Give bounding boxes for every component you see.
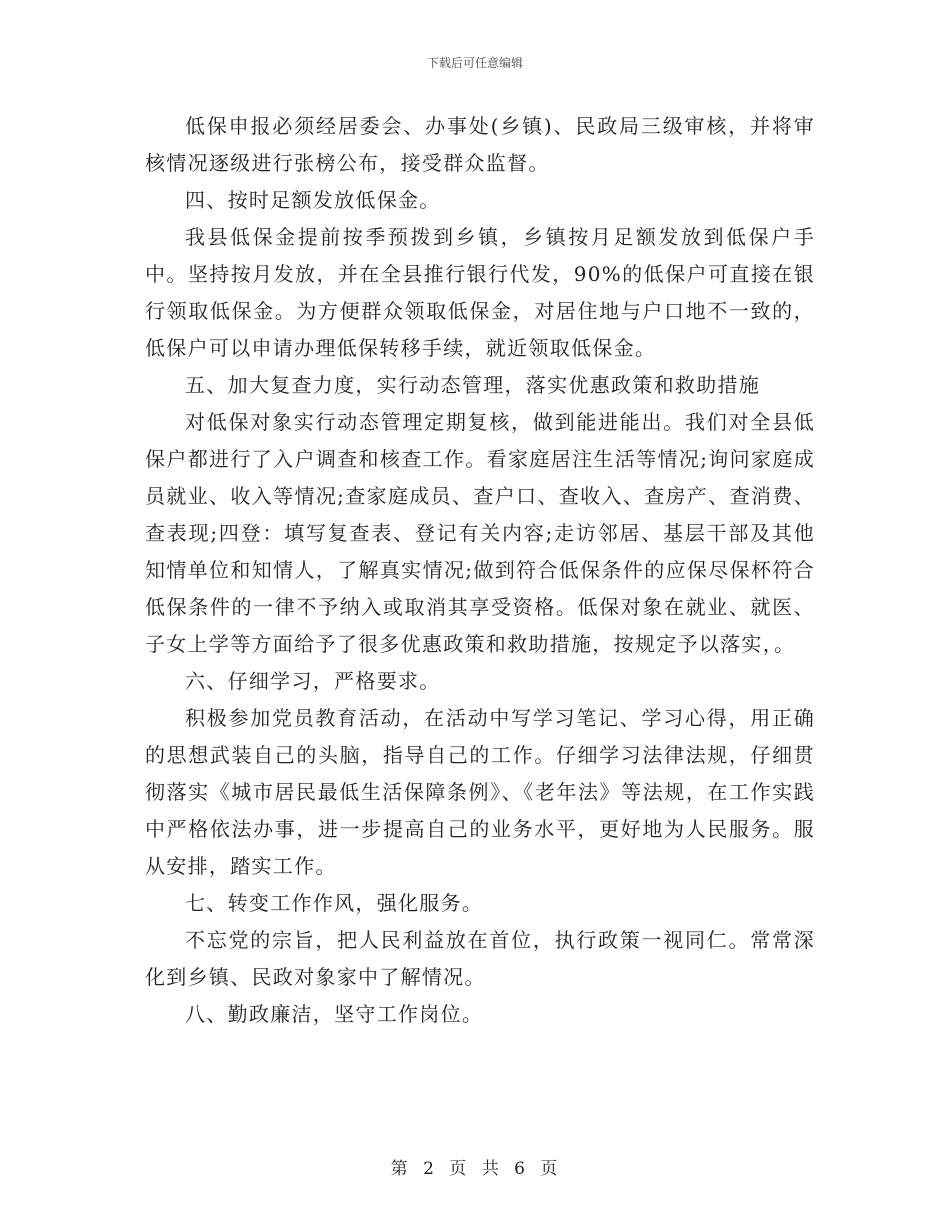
paragraph-service: 不忘党的宗旨，把人民利益放在首位，执行政策一视同仁。常常深化到乡镇、民政对象家中了解情况。 <box>145 928 815 989</box>
page-header-note: 下载后可任意编辑 <box>426 56 523 70</box>
paragraph-dynamic-management: 对低保对象实行动态管理定期复核，做到能进能出。我们对全县低保户都进行了入户调查和核查工作。看家庭居注生活等情况;询问家庭成员就业、收入等情况;查家庭成员、查户口、查收入、查房产、查消费、查表现;四登：填写复查表、登记有关内容;走访邻居、基层干部及其他知情单位和知情人，了解真实情况;做到符合低保条件的应保尽保杯符合低保条件的一律不予纳入或取消其享受资格。低保对象在就业、就医、子女上学等方面给予了很多优惠政策和救助措施，按规定予以落实，。 <box>145 410 815 656</box>
paragraph-review-process: 低保申报必须经居委会、办事处(乡镇)、民政局三级审核，并将审核情况逐级进行张榜公布，接受群众监督。 <box>145 114 815 175</box>
document-body <box>145 108 815 1033</box>
section-heading-7: 七、转变工作作风，强化服务。 <box>185 891 484 915</box>
section-heading-6: 六、仔细学习，严格要求。 <box>185 669 441 693</box>
paragraph-payment: 我县低保金提前按季预拨到乡镇，乡镇按月足额发放到低保户手中。坚持按月发放，并在全县推行银行代发，90%的低保户可直接在银行领取低保金。为方便群众领取低保金，对居住地与户口地不一致的，低保户可以申请办理低保转移手续，就近领取低保金。 <box>145 225 815 360</box>
section-heading-5: 五、加大复查力度，实行动态管理，落实优惠政策和救助措施 <box>185 373 761 397</box>
section-heading-4: 四、按时足额发放低保金。 <box>185 188 441 212</box>
page-number: 第 2 页 共 6 页 <box>390 1159 560 1179</box>
section-heading-8: 八、勤政廉洁，坚守工作岗位。 <box>185 1002 484 1026</box>
paragraph-study: 积极参加党员教育活动，在活动中写学习笔记、学习心得，用正确的思想武装自己的头脑，指导自己的工作。仔细学习法律法规，仔细贯彻落实《城市居民最低生活保障条例》、《老年法》等法规，在工作实践中严格依法办事，进一步提高自己的业务水平，更好地为人民服务。服从安排，踏实工作。 <box>145 706 815 878</box>
